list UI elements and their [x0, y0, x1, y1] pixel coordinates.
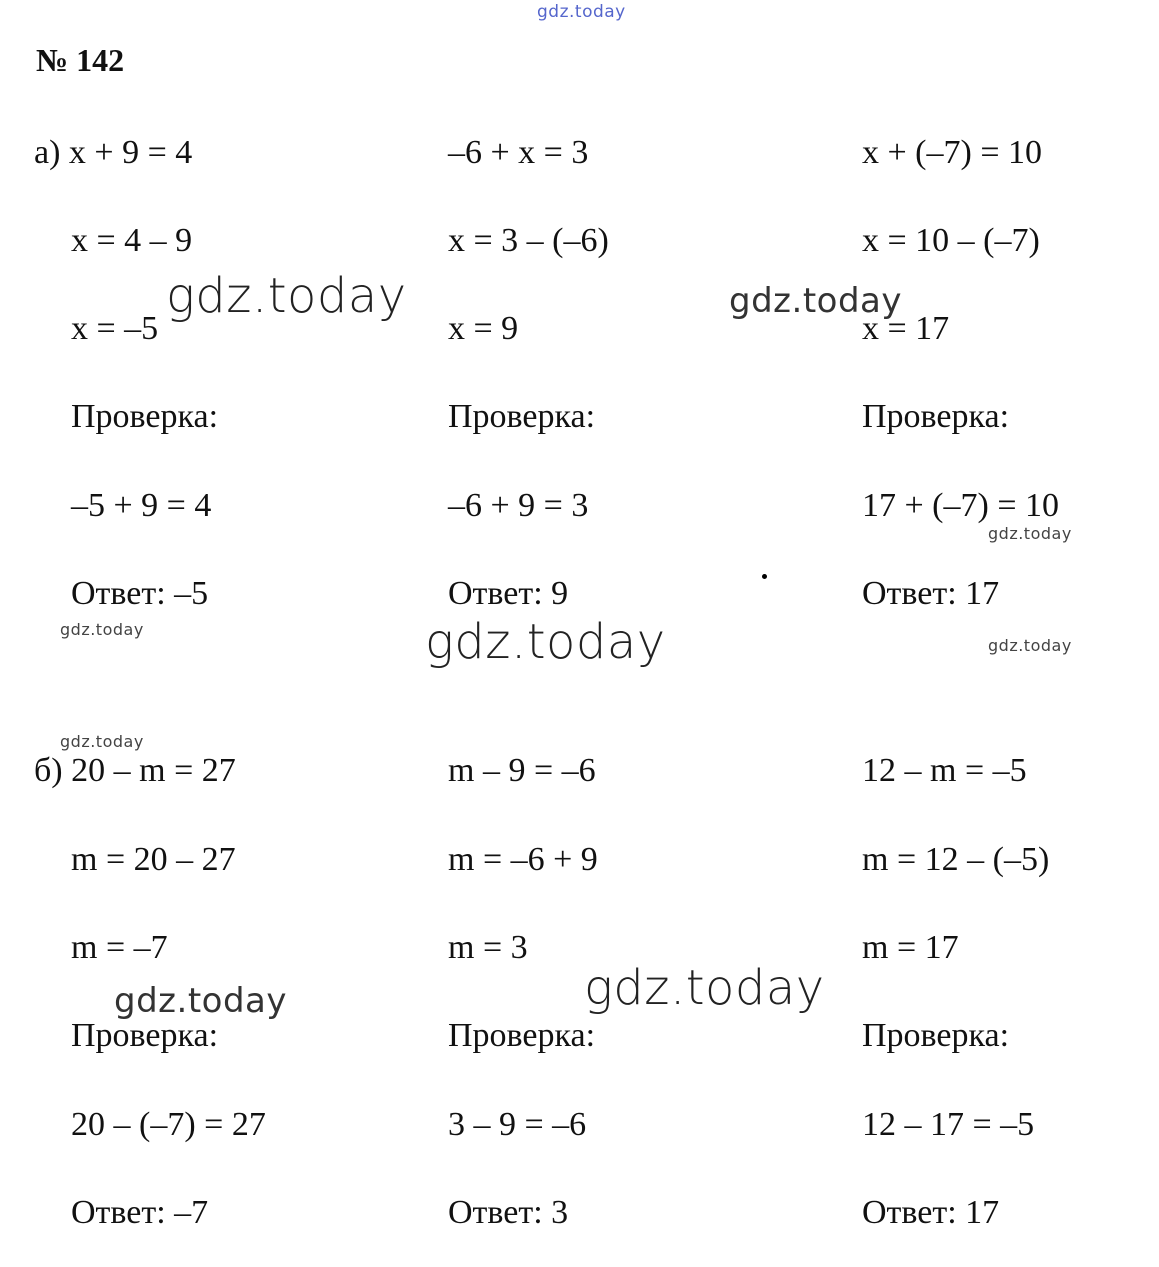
a1-answer: Ответ: –5 [71, 575, 209, 612]
watermark: gdz.today [584, 960, 825, 1016]
a3-step1: x = 10 – (–7) [862, 222, 1040, 259]
b2-equation: m – 9 = –6 [448, 752, 596, 789]
b2-step1: m = –6 + 9 [448, 841, 598, 878]
a2-equation: –6 + x = 3 [448, 134, 589, 171]
watermark: gdz.today [114, 981, 287, 1021]
watermark: gdz.today [729, 281, 902, 321]
b1-equation: б) 20 – m = 27 [34, 752, 236, 789]
b3-step2: m = 17 [862, 929, 959, 966]
watermark: gdz.today [166, 268, 407, 324]
a1-check-label: Проверка: [71, 398, 219, 435]
exercise-number: № 142 [36, 42, 125, 78]
b2-check: 3 – 9 = –6 [448, 1106, 587, 1143]
b1-check-label: Проверка: [71, 1017, 219, 1054]
a2-check: –6 + 9 = 3 [448, 487, 589, 524]
a2-answer: Ответ: 9 [448, 575, 569, 612]
a2-check-label: Проверка: [448, 398, 596, 435]
b3-answer: Ответ: 17 [862, 1194, 1000, 1231]
a3-equation: x + (–7) = 10 [862, 134, 1042, 171]
watermark: gdz.today [988, 636, 1072, 655]
a1-equation: а) x + 9 = 4 [34, 134, 193, 171]
b3-check: 12 – 17 = –5 [862, 1106, 1035, 1143]
b3-equation: 12 – m = –5 [862, 752, 1027, 789]
b2-answer: Ответ: 3 [448, 1194, 569, 1231]
watermark: gdz.today [537, 2, 626, 22]
b1-check: 20 – (–7) = 27 [71, 1106, 266, 1143]
b1-step1: m = 20 – 27 [71, 841, 236, 878]
a2-step1: x = 3 – (–6) [448, 222, 609, 259]
a1-check: –5 + 9 = 4 [71, 487, 212, 524]
watermark: gdz.today [425, 614, 666, 670]
a3-check-label: Проверка: [862, 398, 1010, 435]
b3-check-label: Проверка: [862, 1017, 1010, 1054]
watermark: gdz.today [60, 732, 144, 751]
a2-step2: x = 9 [448, 310, 519, 347]
a3-step2: x = 17 [862, 310, 950, 347]
a3-check: 17 + (–7) = 10 [862, 487, 1059, 524]
b1-answer: Ответ: –7 [71, 1194, 209, 1231]
b2-check-label: Проверка: [448, 1017, 596, 1054]
watermark: gdz.today [988, 524, 1072, 543]
a1-step2: x = –5 [71, 310, 159, 347]
b2-step2: m = 3 [448, 929, 528, 966]
a1-step1: x = 4 – 9 [71, 222, 193, 259]
watermark: gdz.today [60, 620, 144, 639]
b1-step2: m = –7 [71, 929, 168, 966]
stray-dot [762, 574, 767, 579]
b3-step1: m = 12 – (–5) [862, 841, 1050, 878]
a3-answer: Ответ: 17 [862, 575, 1000, 612]
